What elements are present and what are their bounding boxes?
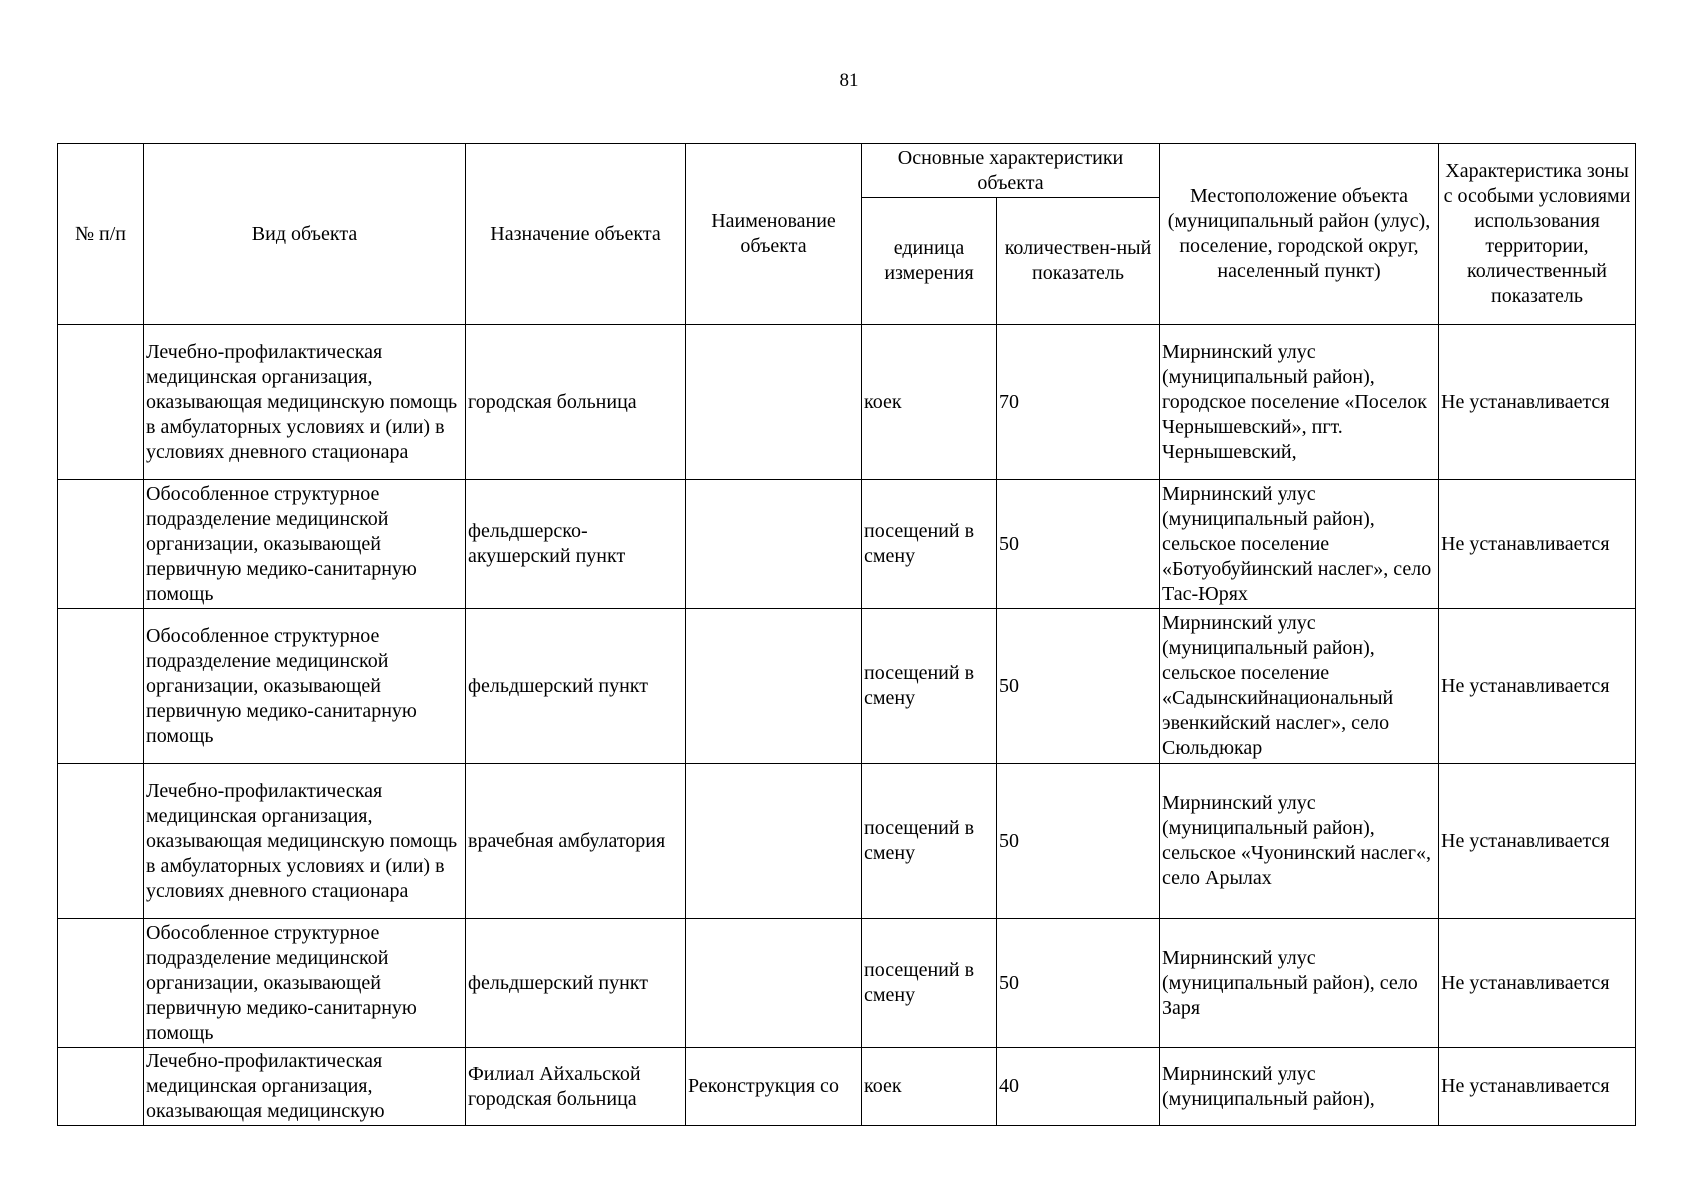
header-location: Местоположение объекта (муниципальный район (улус), поселение, городской округ, населенный пункт) (1160, 144, 1439, 325)
cell-name (686, 325, 862, 480)
cell-unit: коек (862, 325, 997, 480)
cell-num (58, 609, 144, 764)
cell-type: Обособленное структурное подразделение медицинской организации, оказывающей первичную медико-санитарную помощь (144, 919, 466, 1048)
cell-purpose: фельдшерский пункт (466, 609, 686, 764)
cell-quantity: 40 (997, 1048, 1160, 1126)
table-row (58, 325, 1636, 480)
cell-quantity: 50 (997, 919, 1160, 1048)
cell-num (58, 919, 144, 1048)
table-row (58, 1048, 1636, 1126)
cell-unit: посещений в смену (862, 609, 997, 764)
cell-zone: Не устанавливается (1439, 609, 1636, 764)
cell-location: Мирнинский улус (муниципальный район), село Заря (1160, 919, 1439, 1048)
cell-unit: посещений в смену (862, 480, 997, 609)
cell-purpose: городская больница (466, 325, 686, 480)
objects-table (57, 143, 1636, 1126)
cell-purpose: фельдшерский пункт (466, 919, 686, 1048)
cell-quantity: 50 (997, 609, 1160, 764)
cell-zone: Не устанавливается (1439, 764, 1636, 919)
cell-name: Реконструкция со (686, 1048, 862, 1126)
table-row (58, 609, 1636, 764)
header-quantity: количествен-ный показатель (997, 198, 1160, 325)
cell-location: Мирнинский улус (муниципальный район), сельское «Чуонинский наслег«, село Арылах (1160, 764, 1439, 919)
cell-type: Обособленное структурное подразделение медицинской организации, оказывающей первичную медико-санитарную помощь (144, 609, 466, 764)
cell-zone: Не устанавливается (1439, 325, 1636, 480)
cell-name (686, 919, 862, 1048)
table-row (58, 919, 1636, 1048)
cell-purpose: фельдшерско-акушерский пункт (466, 480, 686, 609)
cell-location: Мирнинский улус (муниципальный район), (1160, 1048, 1439, 1126)
cell-location: Мирнинский улус (муниципальный район), сельское поселение «Ботуобуйинский наслег», село Тас-Юрях (1160, 480, 1439, 609)
cell-unit: посещений в смену (862, 764, 997, 919)
cell-name (686, 480, 862, 609)
cell-type: Лечебно-профилактическая медицинская организация, оказывающая медицинскую помощь в амбулаторных условиях и (или) в условиях дневного стационара (144, 764, 466, 919)
cell-zone: Не устанавливается (1439, 919, 1636, 1048)
cell-unit: посещений в смену (862, 919, 997, 1048)
cell-type: Обособленное структурное подразделение медицинской организации, оказывающей первичную медико-санитарную помощь (144, 480, 466, 609)
header-name: Наименование объекта (686, 144, 862, 325)
cell-type: Лечебно-профилактическая медицинская организация, оказывающая медицинскую (144, 1048, 466, 1126)
cell-zone: Не устанавливается (1439, 1048, 1636, 1126)
cell-num (58, 325, 144, 480)
cell-purpose: врачебная амбулатория (466, 764, 686, 919)
cell-zone: Не устанавливается (1439, 480, 1636, 609)
header-num: № п/п (58, 144, 144, 325)
cell-num (58, 1048, 144, 1126)
header-zone: Характеристика зоны с особыми условиями использования территории, количественный показатель (1439, 144, 1636, 325)
cell-name (686, 609, 862, 764)
header-main-characteristics: Основные характеристики объекта (862, 144, 1160, 198)
cell-unit: коек (862, 1048, 997, 1126)
table-row (58, 480, 1636, 609)
header-type: Вид объекта (144, 144, 466, 325)
cell-type: Лечебно-профилактическая медицинская организация, оказывающая медицинскую помощь в амбулаторных условиях и (или) в условиях дневного стационара (144, 325, 466, 480)
cell-num (58, 480, 144, 609)
cell-num (58, 764, 144, 919)
page-number: 81 (839, 70, 859, 91)
cell-location: Мирнинский улус (муниципальный район), сельское поселение «Садынскийнациональный эвенкийский наслег», село Сюльдюкар (1160, 609, 1439, 764)
header-purpose: Назначение объекта (466, 144, 686, 325)
cell-location: Мирнинский улус (муниципальный район), городское поселение «Поселок Чернышевский», пгт. Чернышевский, (1160, 325, 1439, 480)
cell-quantity: 50 (997, 480, 1160, 609)
cell-quantity: 70 (997, 325, 1160, 480)
header-unit: единица измерения (862, 198, 997, 325)
cell-purpose: Филиал Айхальской городская больница (466, 1048, 686, 1126)
cell-quantity: 50 (997, 764, 1160, 919)
table-row (58, 764, 1636, 919)
cell-name (686, 764, 862, 919)
header-row-1 (58, 144, 1636, 198)
